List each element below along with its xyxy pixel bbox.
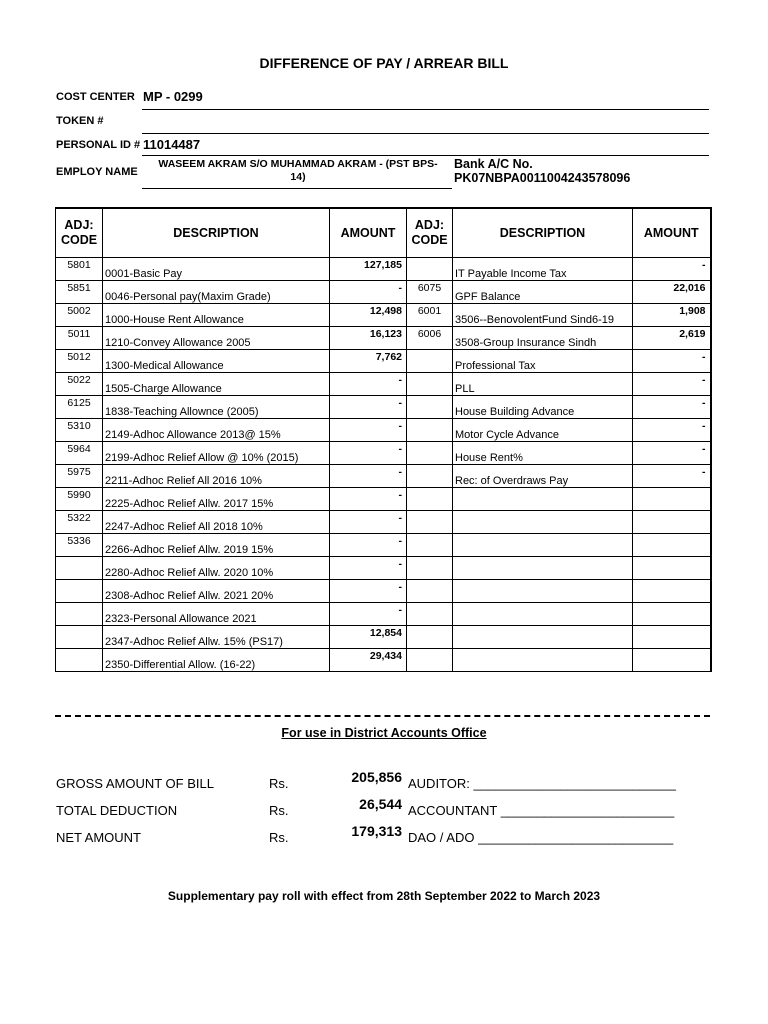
cell-amount: 7,762: [330, 350, 407, 373]
header-adj-code: ADJ: CODE: [56, 208, 103, 258]
table-row: [56, 419, 711, 442]
cell-description-2: [453, 557, 633, 580]
cell-adj-code: 5322: [56, 511, 103, 534]
cell-amount-2: [633, 557, 711, 580]
cell-adj-code: 5336: [56, 534, 103, 557]
cell-description: 2225-Adhoc Relief Allw. 2017 15%: [103, 488, 330, 511]
cell-amount: -: [330, 442, 407, 465]
cell-amount: -: [330, 419, 407, 442]
cell-adj-code: 5012: [56, 350, 103, 373]
table-row: [56, 304, 711, 327]
cell-description-2: [453, 626, 633, 649]
token-line: [142, 133, 709, 134]
cell-description: 2323-Personal Allowance 2021: [103, 603, 330, 626]
cell-amount-2: [633, 488, 711, 511]
cell-description-2: [453, 580, 633, 603]
cell-description-2: IT Payable Income Tax: [453, 258, 633, 281]
cell-description: 1300-Medical Allowance: [103, 350, 330, 373]
cell-description: 2347-Adhoc Relief Allw. 15% (PS17): [103, 626, 330, 649]
gross-amount-label: GROSS AMOUNT OF BILL: [56, 776, 214, 791]
cell-description: 1838-Teaching Allownce (2005): [103, 396, 330, 419]
header-adj-code-2: ADJ: CODE: [407, 208, 453, 258]
cell-description: 1505-Charge Allowance: [103, 373, 330, 396]
dao-signature: DAO / ADO ___________________________: [408, 830, 674, 845]
page-title: DIFFERENCE OF PAY / ARREAR BILL: [259, 55, 509, 71]
cell-adj-code: [56, 580, 103, 603]
cell-amount-2: [633, 511, 711, 534]
table-row: [56, 442, 711, 465]
cell-description: 0001-Basic Pay: [103, 258, 330, 281]
bank-value: PK07NBPA0011004243578096: [454, 171, 631, 185]
token-label: TOKEN #: [56, 115, 104, 127]
net-rs: Rs.: [269, 830, 289, 845]
cell-amount: -: [330, 534, 407, 557]
cell-amount: 12,854: [330, 626, 407, 649]
cost-center-line: [142, 109, 709, 110]
table-row: [56, 350, 711, 373]
cell-description: 2350-Differential Allow. (16-22): [103, 649, 330, 672]
office-heading: For use in District Accounts Office: [281, 726, 487, 740]
cell-description: 0046-Personal pay(Maxim Grade): [103, 281, 330, 304]
header-amount-2: AMOUNT: [633, 208, 711, 258]
cell-adj-code-2: [407, 465, 453, 488]
cell-amount-2: -: [633, 350, 711, 373]
cell-description-2: GPF Balance: [453, 281, 633, 304]
cell-adj-code-2: [407, 580, 453, 603]
cell-description: 2211-Adhoc Relief All 2016 10%: [103, 465, 330, 488]
cell-adj-code-2: 6006: [407, 327, 453, 350]
cell-amount-2: 2,619: [633, 327, 711, 350]
cell-amount: -: [330, 557, 407, 580]
dashed-separator: [55, 715, 710, 717]
cell-amount: -: [330, 465, 407, 488]
cell-adj-code: [56, 603, 103, 626]
cell-amount-2: -: [633, 442, 711, 465]
cell-description: 1000-House Rent Allowance: [103, 304, 330, 327]
cell-adj-code: 5990: [56, 488, 103, 511]
cell-adj-code-2: [407, 258, 453, 281]
cell-adj-code: 5801: [56, 258, 103, 281]
cell-description-2: 3508-Group Insurance Sindh: [453, 327, 633, 350]
table-row: [56, 281, 711, 304]
cell-description-2: Professional Tax: [453, 350, 633, 373]
cell-adj-code-2: [407, 373, 453, 396]
cell-amount-2: [633, 626, 711, 649]
net-amount-value: 179,313: [351, 823, 402, 839]
cell-description: 2247-Adhoc Relief All 2018 10%: [103, 511, 330, 534]
cell-amount: 12,498: [330, 304, 407, 327]
pay-table: [55, 207, 712, 672]
cell-description: 2199-Adhoc Relief Allow @ 10% (2015): [103, 442, 330, 465]
cell-description: 2308-Adhoc Relief Allw. 2021 20%: [103, 580, 330, 603]
cell-description-2: House Rent%: [453, 442, 633, 465]
cell-description-2: Motor Cycle Advance: [453, 419, 633, 442]
table-row: [56, 488, 711, 511]
table-row: [56, 557, 711, 580]
gross-amount-value: 205,856: [351, 769, 402, 785]
cell-adj-code-2: [407, 557, 453, 580]
cell-description: 2266-Adhoc Relief Allw. 2019 15%: [103, 534, 330, 557]
header-description-2: DESCRIPTION: [453, 208, 633, 258]
cell-description: 2149-Adhoc Allowance 2013@ 15%: [103, 419, 330, 442]
cell-description-2: [453, 488, 633, 511]
cost-center-value: MP - 0299: [143, 89, 203, 104]
cell-amount: 16,123: [330, 327, 407, 350]
cell-amount-2: -: [633, 465, 711, 488]
cell-description-2: [453, 534, 633, 557]
cell-adj-code-2: [407, 488, 453, 511]
cell-amount-2: -: [633, 258, 711, 281]
table-row: [56, 626, 711, 649]
cell-amount: -: [330, 373, 407, 396]
cell-amount: -: [330, 396, 407, 419]
cell-adj-code-2: [407, 396, 453, 419]
auditor-signature: AUDITOR: ____________________________: [408, 776, 676, 791]
employ-name-value: [142, 158, 454, 184]
cell-amount-2: -: [633, 419, 711, 442]
employ-name-line: [142, 188, 452, 189]
cell-adj-code: [56, 557, 103, 580]
cost-center-label: COST CENTER: [56, 91, 135, 103]
personal-id-value: 11014487: [143, 137, 201, 152]
cell-amount: -: [330, 603, 407, 626]
cell-adj-code-2: [407, 534, 453, 557]
cell-adj-code: 5975: [56, 465, 103, 488]
table-row: [56, 258, 711, 281]
cell-adj-code-2: 6001: [407, 304, 453, 327]
table-row: [56, 534, 711, 557]
table-row: [56, 580, 711, 603]
header-description: DESCRIPTION: [103, 208, 330, 258]
net-amount-label: NET AMOUNT: [56, 830, 141, 845]
cell-amount: 29,434: [330, 649, 407, 672]
cell-amount-2: [633, 603, 711, 626]
cell-adj-code: 5011: [56, 327, 103, 350]
cell-description: 1210-Convey Allowance 2005: [103, 327, 330, 350]
cell-description-2: [453, 511, 633, 534]
cell-amount-2: [633, 649, 711, 672]
personal-id-line: [142, 155, 709, 156]
table-row: [56, 396, 711, 419]
cell-description-2: PLL: [453, 373, 633, 396]
table-row: [56, 465, 711, 488]
cell-adj-code-2: [407, 419, 453, 442]
cell-adj-code-2: [407, 442, 453, 465]
cell-adj-code: 5310: [56, 419, 103, 442]
table-row: [56, 603, 711, 626]
employ-name-line2: 14): [290, 171, 306, 183]
cell-description-2: 3506--BenovolentFund Sind6-19: [453, 304, 633, 327]
cell-amount: -: [330, 488, 407, 511]
gross-rs: Rs.: [269, 776, 289, 791]
table-row: [56, 511, 711, 534]
cell-adj-code-2: [407, 626, 453, 649]
personal-id-label: PERSONAL ID #: [56, 139, 141, 151]
cell-amount-2: [633, 580, 711, 603]
total-deduction-label: TOTAL DEDUCTION: [56, 803, 178, 818]
footer-note: Supplementary pay roll with effect from 28th September 2022 to March 2023: [167, 889, 601, 903]
total-deduction-value: 26,544: [359, 796, 402, 812]
table-row: [56, 327, 711, 350]
cell-description-2: [453, 649, 633, 672]
cell-amount-2: -: [633, 396, 711, 419]
cell-adj-code-2: [407, 649, 453, 672]
cell-description-2: Rec: of Overdraws Pay: [453, 465, 633, 488]
bank-account: [454, 157, 630, 185]
cell-amount: -: [330, 281, 407, 304]
cell-amount: -: [330, 580, 407, 603]
accountant-signature: ACCOUNTANT ________________________: [408, 803, 675, 818]
bank-label: Bank A/C No.: [454, 157, 533, 171]
cell-adj-code: 5022: [56, 373, 103, 396]
cell-amount-2: [633, 534, 711, 557]
employ-name-label: EMPLOY NAME: [56, 166, 138, 178]
cell-amount: 127,185: [330, 258, 407, 281]
cell-adj-code: [56, 649, 103, 672]
deduction-rs: Rs.: [269, 803, 289, 818]
cell-amount: -: [330, 511, 407, 534]
cell-description: 2280-Adhoc Relief Allw. 2020 10%: [103, 557, 330, 580]
cell-description-2: [453, 603, 633, 626]
cell-adj-code-2: [407, 603, 453, 626]
cell-amount-2: 1,908: [633, 304, 711, 327]
cell-amount-2: -: [633, 373, 711, 396]
cell-adj-code: 5964: [56, 442, 103, 465]
cell-adj-code: 6125: [56, 396, 103, 419]
cell-amount-2: 22,016: [633, 281, 711, 304]
table-row: [56, 373, 711, 396]
cell-adj-code: 5002: [56, 304, 103, 327]
cell-adj-code-2: [407, 511, 453, 534]
header-amount: AMOUNT: [330, 208, 407, 258]
table-header-row: [56, 208, 711, 258]
cell-adj-code: [56, 626, 103, 649]
cell-description-2: House Building Advance: [453, 396, 633, 419]
table-row: [56, 649, 711, 672]
cell-adj-code-2: 6075: [407, 281, 453, 304]
cell-adj-code-2: [407, 350, 453, 373]
cell-adj-code: 5851: [56, 281, 103, 304]
employ-name-line1: WASEEM AKRAM S/O MUHAMMAD AKRAM - (PST BPS-: [158, 158, 438, 170]
